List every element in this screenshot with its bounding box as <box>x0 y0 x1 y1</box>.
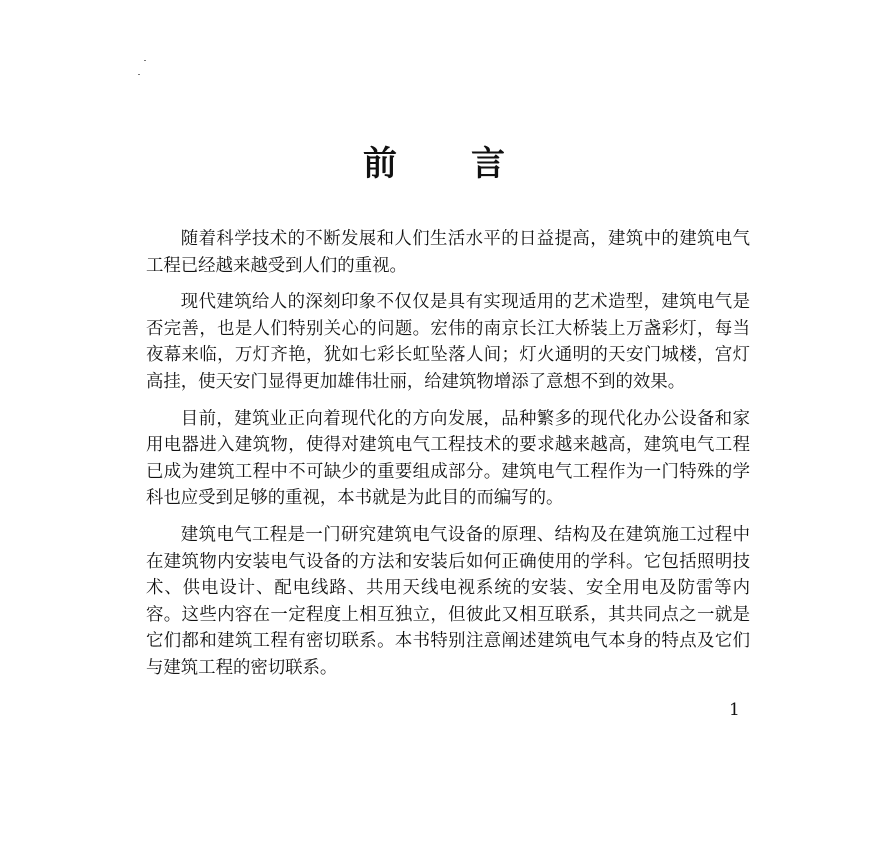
paragraph-2: 现代建筑给人的深刻印象不仅仅是具有实现适用的艺术造型，建筑电气是否完善，也是人们特别关心的问题。宏伟的南京长江大桥装上万盏彩灯，每当夜幕来临，万灯齐艳，犹如七彩长虹坠落人间；灯火通明的天安门城楼，宫灯高挂，使天安门显得更加雄伟壮丽，给建筑物增添了意想不到的效果。 <box>146 292 750 392</box>
scan-speck <box>144 60 146 61</box>
page-number: 1 <box>729 700 740 720</box>
title-char-right: 言 <box>471 144 507 184</box>
preface-body <box>146 226 750 692</box>
paragraph-3: 目前，建筑业正向着现代化的方向发展，品种繁多的现代化办公设备和家用电器进入建筑物，使得对建筑电气工程技术的要求越来越高，建筑电气工程已成为建筑工程中不可缺少的重要组成部分。建筑电气工程作为一门特殊的学科也应受到足够的重视，本书就是为此目的而编写的。 <box>146 408 750 509</box>
paragraph-1: 随着科学技术的不断发展和人们生活水平的日益提高，建筑中的建筑电气工程已经越来越受到人们的重视。 <box>146 229 750 276</box>
page-title <box>0 136 870 185</box>
paragraph-4: 建筑电气工程是一门研究建筑电气设备的原理、结构及在建筑施工过程中在建筑物内安装电气设备的方法和安装后如何正确使用的学科。它包括照明技术、供电设计、配电线路、共用天线电视系统的安装、安全用电及防雷等内容。这些内容在一定程度上相互独立，但彼此又相互联系，其共同点之一就是它们都和建筑工程有密切联系。本书特别注意阐述建筑电气本身的特点及它们与建筑工程的密切联系。 <box>146 524 750 678</box>
title-char-left: 前 <box>363 144 399 184</box>
scan-speck <box>138 74 140 75</box>
scan-specks <box>138 60 150 84</box>
